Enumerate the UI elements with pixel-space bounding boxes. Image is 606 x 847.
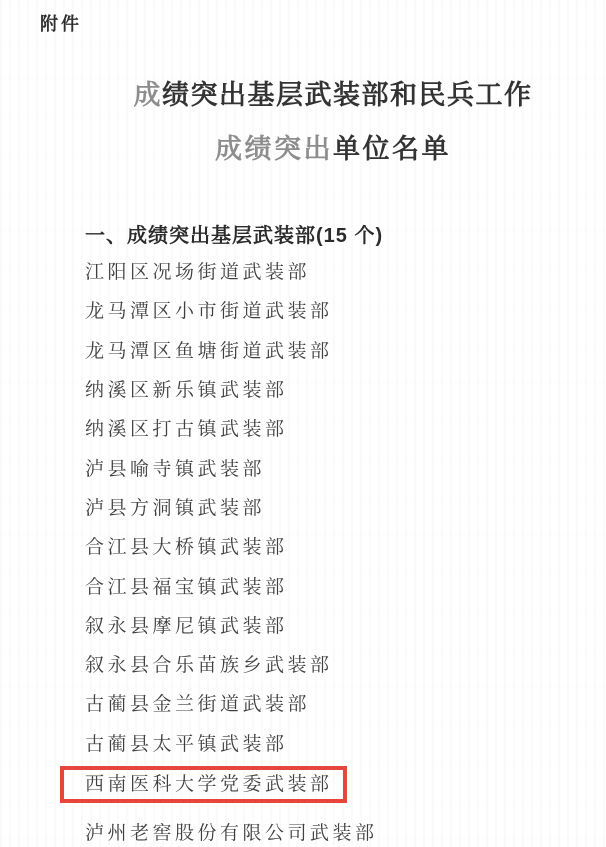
list-item <box>0 685 606 724</box>
list-item <box>0 449 606 488</box>
unit-name: 泸县喻寺镇武装部 <box>85 458 266 480</box>
list-item <box>0 646 606 685</box>
unit-name: 古蔺县金兰街道武装部 <box>85 694 311 716</box>
list-item <box>0 567 606 606</box>
document-title-line2 <box>60 136 606 163</box>
unit-name: 叙永县合乐苗族乡武装部 <box>85 655 333 677</box>
list-item <box>0 410 606 449</box>
unit-name: 合江县大桥镇武装部 <box>85 537 288 559</box>
unit-name: 泸州老窖股份有限公司武装部 <box>85 822 378 844</box>
unit-name: 叙永县摩尼镇武装部 <box>85 615 288 637</box>
unit-list <box>0 253 606 847</box>
list-item <box>0 607 606 646</box>
section-heading: 一、成绩突出基层武装部(15 个) <box>85 225 384 247</box>
list-item <box>0 805 606 847</box>
unit-name: 泸县方洞镇武装部 <box>85 497 266 519</box>
document-title-line1 <box>60 82 606 109</box>
list-item <box>0 371 606 410</box>
attachment-label: 附件 <box>40 14 82 34</box>
unit-name: 江阳区况场街道武装部 <box>85 262 311 284</box>
title-line2-light-text: 成绩突出 <box>215 134 333 164</box>
title-line1-dark-text: 绩突出基层武装部和民兵工作 <box>162 80 533 110</box>
highlight-annotation-box <box>60 766 347 803</box>
title-line2-dark-text: 单位名单 <box>333 134 451 164</box>
unit-name: 纳溪区新乐镇武装部 <box>85 380 288 402</box>
unit-name: 古蔺县太平镇武装部 <box>85 733 288 755</box>
title-line1-light-text: 成 <box>133 80 162 110</box>
list-item <box>0 332 606 371</box>
list-item-highlighted <box>0 764 606 805</box>
list-item <box>0 292 606 331</box>
unit-name: 龙马潭区鱼塘街道武装部 <box>85 340 333 362</box>
unit-name: 西南医科大学党委武装部 <box>85 773 333 795</box>
document-title <box>60 82 606 163</box>
list-item <box>0 528 606 567</box>
list-item <box>0 489 606 528</box>
unit-name: 合江县福宝镇武装部 <box>85 576 288 598</box>
unit-name: 纳溪区打古镇武装部 <box>85 419 288 441</box>
list-item <box>0 725 606 764</box>
unit-name: 龙马潭区小市街道武装部 <box>85 301 333 323</box>
list-item <box>0 253 606 292</box>
